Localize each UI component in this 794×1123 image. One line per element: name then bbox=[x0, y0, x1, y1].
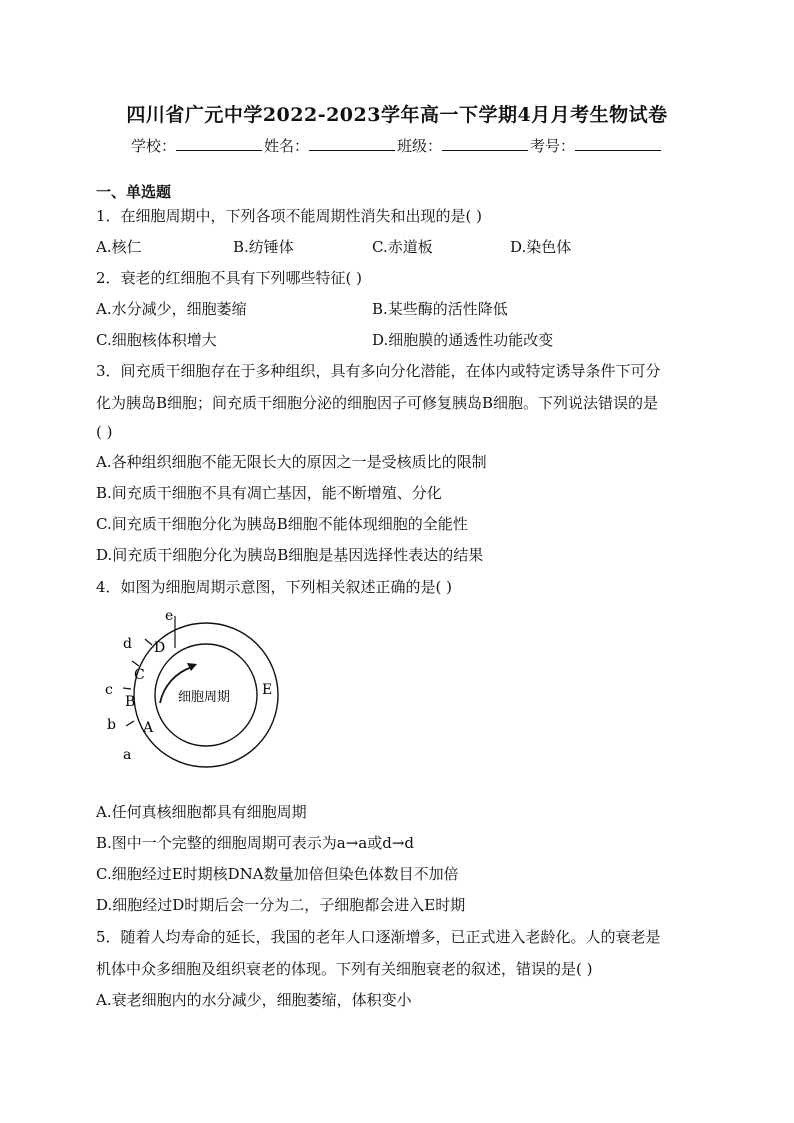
segment-label: A bbox=[143, 720, 154, 736]
question-4-option-b: B.图中一个完整的细胞周期可表示为a→a或d→d bbox=[96, 834, 415, 852]
number-blank[interactable] bbox=[575, 136, 661, 151]
question-3-stem-line-3: ( ) bbox=[96, 423, 113, 441]
segment-label: E bbox=[262, 682, 273, 698]
segment-label: D bbox=[154, 640, 166, 656]
school-blank[interactable] bbox=[176, 136, 262, 151]
cycle-center-label: 细胞周期 bbox=[178, 690, 231, 705]
question-3-option-b: B.间充质干细胞不具有凋亡基因，能不断增殖、分化 bbox=[96, 484, 442, 502]
section-heading: 一、单选题 bbox=[96, 183, 172, 201]
cell-cycle-diagram bbox=[96, 603, 296, 778]
question-3-stem-line-1: 3．间充质干细胞存在于多种组织，具有多向分化潜能，在体内或特定诱导条件下可分 bbox=[96, 362, 661, 380]
question-2-stem: 2．衰老的红细胞不具有下列哪些特征( ) bbox=[96, 269, 363, 287]
question-3-option-c: C.间充质干细胞分化为胰岛B细胞不能体现细胞的全能性 bbox=[96, 515, 468, 533]
student-info-row bbox=[0, 135, 794, 156]
boundary-a bbox=[126, 721, 134, 726]
question-4-option-c: C.细胞经过E时期核DNA数量加倍但染色体数目不加倍 bbox=[96, 865, 459, 883]
cycle-arrowhead bbox=[187, 663, 197, 671]
number-label: 考号： bbox=[530, 137, 576, 155]
question-2-option-d: D.细胞膜的通透性功能改变 bbox=[372, 331, 554, 349]
point-label: c bbox=[105, 682, 113, 698]
point-label: d bbox=[123, 636, 132, 652]
question-3-option-d: D.间充质干细胞分化为胰岛B细胞是基因选择性表达的结果 bbox=[96, 546, 484, 564]
class-blank[interactable] bbox=[442, 136, 528, 151]
question-1-option-b: B.纺锤体 bbox=[233, 238, 294, 256]
question-2-option-a: A.水分减少，细胞萎缩 bbox=[96, 300, 247, 318]
question-1-stem: 1．在细胞周期中，下列各项不能周期性消失和出现的是( ) bbox=[96, 207, 483, 225]
question-2-option-b: B.某些酶的活性降低 bbox=[372, 300, 508, 318]
point-label: e bbox=[165, 608, 174, 624]
name-blank[interactable] bbox=[309, 136, 395, 151]
point-label: a bbox=[123, 747, 132, 763]
class-label: 班级： bbox=[397, 137, 443, 155]
question-4-stem: 4．如图为细胞周期示意图，下列相关叙述正确的是( ) bbox=[96, 578, 453, 596]
question-5-stem-line-2: 机体中众多细胞及组织衰老的体现。下列有关细胞衰老的叙述，错误的是( ) bbox=[96, 960, 593, 978]
segment-label: B bbox=[125, 694, 136, 710]
page-title: 四川省广元中学2022-2023学年高一下学期4月月考生物试卷 bbox=[126, 104, 668, 126]
boundary-c bbox=[132, 661, 139, 666]
question-5-option-a: A.衰老细胞内的水分减少，细胞萎缩，体积变小 bbox=[96, 991, 412, 1009]
question-1-option-c: C.赤道板 bbox=[372, 238, 433, 256]
question-3-option-a: A.各种组织细胞不能无限长大的原因之一是受核质比的限制 bbox=[96, 453, 487, 471]
boundary-d bbox=[145, 639, 152, 645]
question-2-option-c: C.细胞核体积增大 bbox=[96, 331, 217, 349]
segment-label: C bbox=[134, 667, 145, 683]
question-3-stem-line-2: 化为胰岛B细胞；间充质干细胞分泌的细胞因子可修复胰岛B细胞。下列说法错误的是 bbox=[96, 394, 659, 412]
point-label: b bbox=[107, 717, 116, 733]
boundary-b bbox=[123, 688, 131, 689]
question-4-option-a: A.任何真核细胞都具有细胞周期 bbox=[96, 803, 307, 821]
question-5-stem-line-1: 5．随着人均寿命的延长，我国的老年人口逐渐增多，已正式进入老龄化。人的衰老是 bbox=[96, 928, 661, 946]
school-label: 学校： bbox=[130, 137, 176, 155]
question-1-option-d: D.染色体 bbox=[510, 238, 572, 256]
question-4-option-d: D.细胞经过D时期后会一分为二，子细胞都会进入E时期 bbox=[96, 896, 466, 914]
question-1-option-a: A.核仁 bbox=[96, 238, 142, 256]
name-label: 姓名： bbox=[263, 137, 309, 155]
